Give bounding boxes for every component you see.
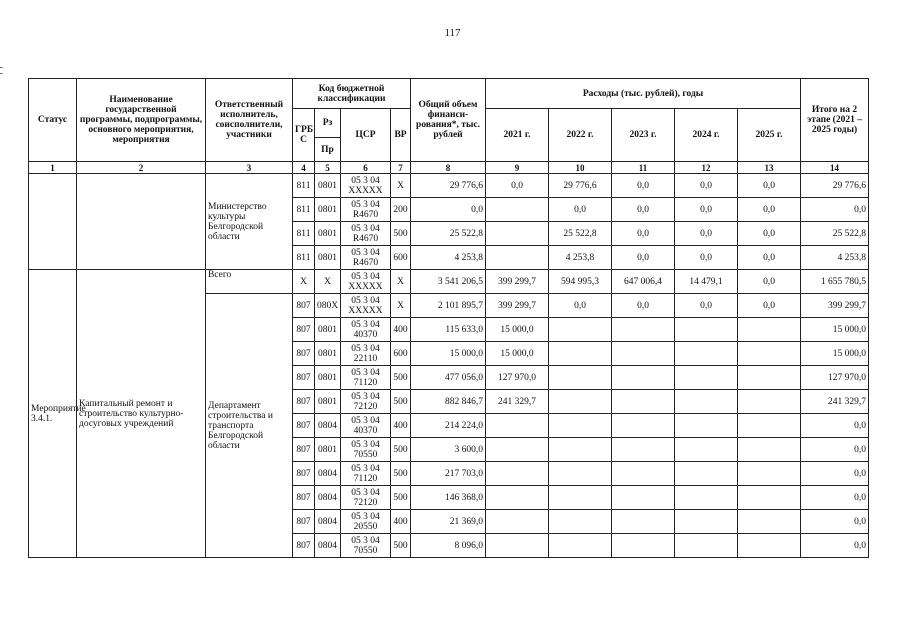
cell-total-stage: 0,0 [801, 462, 869, 486]
cell-csr: 05 3 04 70550 [341, 438, 391, 462]
header-2021: 2021 г. [486, 109, 549, 162]
table-row-total [29, 270, 869, 294]
cell-2021: 127 970,0 [486, 366, 549, 390]
cell-2023: 0,0 [612, 198, 675, 222]
cell-csr: 05 3 04 40370 [341, 318, 391, 342]
header-status: Статус [29, 79, 77, 162]
header-pr: Пр [315, 138, 341, 162]
cell-2024 [675, 462, 738, 486]
header-2022: 2022 г. [549, 109, 612, 162]
cell-grbs: 807 [293, 534, 315, 558]
cell-total-stage: 0,0 [801, 198, 869, 222]
column-number: 8 [411, 162, 486, 174]
cell-status: Мероприятие 3.4.1. [29, 270, 77, 558]
cell-2022 [549, 342, 612, 366]
column-number: 13 [738, 162, 801, 174]
cell-total-volume: 4 253,8 [411, 246, 486, 270]
cell-2023: 0,0 [612, 246, 675, 270]
budget-table [28, 78, 869, 558]
header-expenses: Расходы (тыс. рублей), годы [486, 79, 801, 109]
cell-vr: 600 [391, 246, 411, 270]
cell-vr: 500 [391, 462, 411, 486]
cell-csr: 05 3 04 20550 [341, 510, 391, 534]
column-number: 12 [675, 162, 738, 174]
cell-total-volume: 0,0 [411, 198, 486, 222]
cell-name [77, 174, 206, 270]
cell-csr: 05 3 04 XXXXX [341, 270, 391, 294]
cell-total-stage: 399 299,7 [801, 294, 869, 318]
cell-2021 [486, 414, 549, 438]
cell-2023 [612, 390, 675, 414]
cell-csr: 05 3 04 71120 [341, 462, 391, 486]
cell-2024 [675, 414, 738, 438]
cell-csr: 05 3 04 72120 [341, 486, 391, 510]
cell-2022: 594 995,3 [549, 270, 612, 294]
cell-grbs: 811 [293, 174, 315, 198]
cell-2022 [549, 534, 612, 558]
cell-2024: 0,0 [675, 222, 738, 246]
cell-2025: 0,0 [738, 246, 801, 270]
column-number: 7 [391, 162, 411, 174]
cell-total-stage: 0,0 [801, 438, 869, 462]
cell-total-stage: 0,0 [801, 486, 869, 510]
cell-2024: 0,0 [675, 294, 738, 318]
cell-2023 [612, 438, 675, 462]
cell-total-volume: 882 846,7 [411, 390, 486, 414]
cell-2021 [486, 438, 549, 462]
cell-grbs: 807 [293, 510, 315, 534]
cell-total-stage: 0,0 [801, 414, 869, 438]
cell-total-volume: 2 101 895,7 [411, 294, 486, 318]
cell-2023 [612, 318, 675, 342]
cell-2025: 0,0 [738, 222, 801, 246]
cell-2021 [486, 462, 549, 486]
cell-csr: 05 3 04 70550 [341, 534, 391, 558]
cell-2023: 0,0 [612, 294, 675, 318]
cell-rzpr: X [315, 270, 341, 294]
cell-total-stage: 29 776,6 [801, 174, 869, 198]
cell-2025 [738, 462, 801, 486]
cell-2023 [612, 486, 675, 510]
cell-2025 [738, 366, 801, 390]
cell-total-volume: 21 369,0 [411, 510, 486, 534]
cell-csr: 05 3 04 XXXXX [341, 174, 391, 198]
header-executor: Ответственный исполнитель, соисполнители, участники [206, 79, 293, 162]
cell-2024: 14 479,1 [675, 270, 738, 294]
header-total-volume: Общий объем финанси-рования*, тыс. рублей [411, 79, 486, 162]
table-row [29, 174, 869, 198]
cell-rzpr: 0804 [315, 534, 341, 558]
cell-2022: 29 776,6 [549, 174, 612, 198]
cell-csr: 05 3 04 71120 [341, 366, 391, 390]
header-2025: 2025 г. [738, 109, 801, 162]
cell-2021 [486, 246, 549, 270]
cell-2025 [738, 414, 801, 438]
cell-2023 [612, 366, 675, 390]
cell-2021 [486, 198, 549, 222]
cell-total-stage: 25 522,8 [801, 222, 869, 246]
cell-2021 [486, 486, 549, 510]
cell-2022: 0,0 [549, 198, 612, 222]
edge-mark [0, 67, 3, 68]
cell-vr: 500 [391, 438, 411, 462]
cell-2025 [738, 318, 801, 342]
cell-csr: 05 3 04 R4670 [341, 198, 391, 222]
column-number: 10 [549, 162, 612, 174]
cell-2022 [549, 390, 612, 414]
header-2024: 2024 г. [675, 109, 738, 162]
cell-2024: 0,0 [675, 246, 738, 270]
header-budget-code: Код бюджетной классификации [293, 79, 411, 109]
cell-2022: 25 522,8 [549, 222, 612, 246]
cell-2024 [675, 390, 738, 414]
table-body [29, 174, 869, 558]
cell-csr: 05 3 04 72120 [341, 390, 391, 414]
cell-2023 [612, 462, 675, 486]
cell-total-volume: 29 776,6 [411, 174, 486, 198]
cell-2025 [738, 438, 801, 462]
cell-2024: 0,0 [675, 198, 738, 222]
cell-2023: 647 006,4 [612, 270, 675, 294]
cell-total-volume: 477 056,0 [411, 366, 486, 390]
header-grbs: ГРБ С [293, 109, 315, 162]
cell-vr: X [391, 294, 411, 318]
cell-name: Капитальный ремонт и строительство культурно-досуговых учреждений [77, 270, 206, 558]
cell-rzpr: 0801 [315, 222, 341, 246]
cell-vr: 200 [391, 198, 411, 222]
cell-vr: 500 [391, 486, 411, 510]
cell-2022 [549, 366, 612, 390]
cell-2023: 0,0 [612, 174, 675, 198]
header-total-stage: Итого на 2 этапе (2021 – 2025 годы) [801, 79, 869, 162]
cell-rzpr: 0801 [315, 198, 341, 222]
cell-total-volume: 217 703,0 [411, 462, 486, 486]
cell-2025: 0,0 [738, 270, 801, 294]
cell-2025: 0,0 [738, 198, 801, 222]
header-csr: ЦСР [341, 109, 391, 162]
edge-mark [0, 73, 3, 74]
header-rz: Рз [315, 109, 341, 138]
cell-grbs: X [293, 270, 315, 294]
cell-2022 [549, 438, 612, 462]
cell-vr: X [391, 270, 411, 294]
page-number: 117 [444, 27, 461, 39]
cell-total-stage: 127 970,0 [801, 366, 869, 390]
cell-2025 [738, 390, 801, 414]
cell-total-stage: 15 000,0 [801, 318, 869, 342]
cell-2022: 0,0 [549, 294, 612, 318]
cell-2021 [486, 222, 549, 246]
cell-2024 [675, 342, 738, 366]
cell-total-volume: 146 368,0 [411, 486, 486, 510]
cell-rzpr: 0801 [315, 366, 341, 390]
column-number: 1 [29, 162, 77, 174]
cell-2024 [675, 318, 738, 342]
cell-grbs: 807 [293, 342, 315, 366]
cell-total-volume: 8 096,0 [411, 534, 486, 558]
column-number: 6 [341, 162, 391, 174]
cell-rzpr: 0801 [315, 390, 341, 414]
cell-rzpr: 0804 [315, 462, 341, 486]
cell-2023 [612, 534, 675, 558]
cell-executor: Министерство культуры Белгородской области [206, 174, 293, 270]
cell-rzpr: 0804 [315, 486, 341, 510]
column-number: 4 [293, 162, 315, 174]
cell-vr: 500 [391, 366, 411, 390]
cell-csr: 05 3 04 40370 [341, 414, 391, 438]
cell-2021 [486, 510, 549, 534]
cell-total-volume: 3 541 206,5 [411, 270, 486, 294]
table-header [29, 79, 869, 174]
column-number: 2 [77, 162, 206, 174]
cell-total-volume: 25 522,8 [411, 222, 486, 246]
cell-total-stage: 0,0 [801, 510, 869, 534]
cell-csr: 05 3 04 R4670 [341, 222, 391, 246]
cell-2023 [612, 342, 675, 366]
cell-2021: 15 000,0 [486, 342, 549, 366]
cell-csr: 05 3 04 22110 [341, 342, 391, 366]
cell-2025: 0,0 [738, 294, 801, 318]
cell-2021: 399 299,7 [486, 270, 549, 294]
cell-grbs: 807 [293, 294, 315, 318]
cell-2025 [738, 486, 801, 510]
cell-vr: 600 [391, 342, 411, 366]
cell-grbs: 811 [293, 198, 315, 222]
cell-2022: 4 253,8 [549, 246, 612, 270]
cell-2025: 0,0 [738, 174, 801, 198]
cell-2024 [675, 366, 738, 390]
cell-2023 [612, 414, 675, 438]
cell-grbs: 807 [293, 462, 315, 486]
cell-2023 [612, 510, 675, 534]
cell-total-stage: 15 000,0 [801, 342, 869, 366]
cell-2025 [738, 510, 801, 534]
cell-2024 [675, 510, 738, 534]
cell-2021: 399 299,7 [486, 294, 549, 318]
cell-2022 [549, 510, 612, 534]
column-number: 11 [612, 162, 675, 174]
cell-rzpr: 0804 [315, 510, 341, 534]
cell-vr: 400 [391, 318, 411, 342]
cell-grbs: 807 [293, 486, 315, 510]
cell-executor: Департамент строительства и транспорта Белгородской области [206, 294, 293, 558]
cell-2021 [486, 534, 549, 558]
cell-grbs: 807 [293, 414, 315, 438]
cell-grbs: 807 [293, 318, 315, 342]
header-name: Наименование государственной программы, подпрограммы, основного мероприятия, мероприятия [77, 79, 206, 162]
cell-total-stage: 241 329,7 [801, 390, 869, 414]
cell-vr: X [391, 174, 411, 198]
header-vr: ВР [391, 109, 411, 162]
column-number: 3 [206, 162, 293, 174]
cell-2022 [549, 414, 612, 438]
cell-2025 [738, 534, 801, 558]
cell-grbs: 807 [293, 438, 315, 462]
cell-2024 [675, 534, 738, 558]
cell-2025 [738, 342, 801, 366]
cell-rzpr: 0801 [315, 174, 341, 198]
cell-vr: 400 [391, 414, 411, 438]
column-number-row [29, 162, 869, 174]
cell-2022 [549, 462, 612, 486]
cell-csr: 05 3 04 XXXXX [341, 294, 391, 318]
header-2023: 2023 г. [612, 109, 675, 162]
cell-total-volume: 3 600,0 [411, 438, 486, 462]
cell-2024 [675, 486, 738, 510]
cell-grbs: 807 [293, 366, 315, 390]
cell-csr: 05 3 04 R4670 [341, 246, 391, 270]
cell-rzpr: 0801 [315, 318, 341, 342]
cell-grbs: 811 [293, 246, 315, 270]
cell-vr: 500 [391, 222, 411, 246]
cell-rzpr: 0801 [315, 246, 341, 270]
cell-status [29, 174, 77, 270]
column-number: 9 [486, 162, 549, 174]
cell-total-stage: 1 655 780,5 [801, 270, 869, 294]
cell-2021: 241 329,7 [486, 390, 549, 414]
cell-total-stage: 0,0 [801, 534, 869, 558]
cell-rzpr: 0801 [315, 438, 341, 462]
cell-total-volume: 214 224,0 [411, 414, 486, 438]
cell-total-volume: 15 000,0 [411, 342, 486, 366]
cell-vr: 400 [391, 510, 411, 534]
cell-2022 [549, 318, 612, 342]
cell-2024: 0,0 [675, 174, 738, 198]
column-number: 5 [315, 162, 341, 174]
cell-2022 [549, 486, 612, 510]
cell-grbs: 807 [293, 390, 315, 414]
cell-2023: 0,0 [612, 222, 675, 246]
cell-2021: 15 000,0 [486, 318, 549, 342]
cell-vr: 500 [391, 390, 411, 414]
cell-rzpr: 080X [315, 294, 341, 318]
cell-rzpr: 0801 [315, 342, 341, 366]
cell-executor-total: Всего [206, 270, 293, 294]
cell-2024 [675, 438, 738, 462]
cell-vr: 500 [391, 534, 411, 558]
cell-grbs: 811 [293, 222, 315, 246]
cell-rzpr: 0804 [315, 414, 341, 438]
column-number: 14 [801, 162, 869, 174]
cell-total-volume: 115 633,0 [411, 318, 486, 342]
cell-total-stage: 4 253,8 [801, 246, 869, 270]
cell-2021: 0,0 [486, 174, 549, 198]
